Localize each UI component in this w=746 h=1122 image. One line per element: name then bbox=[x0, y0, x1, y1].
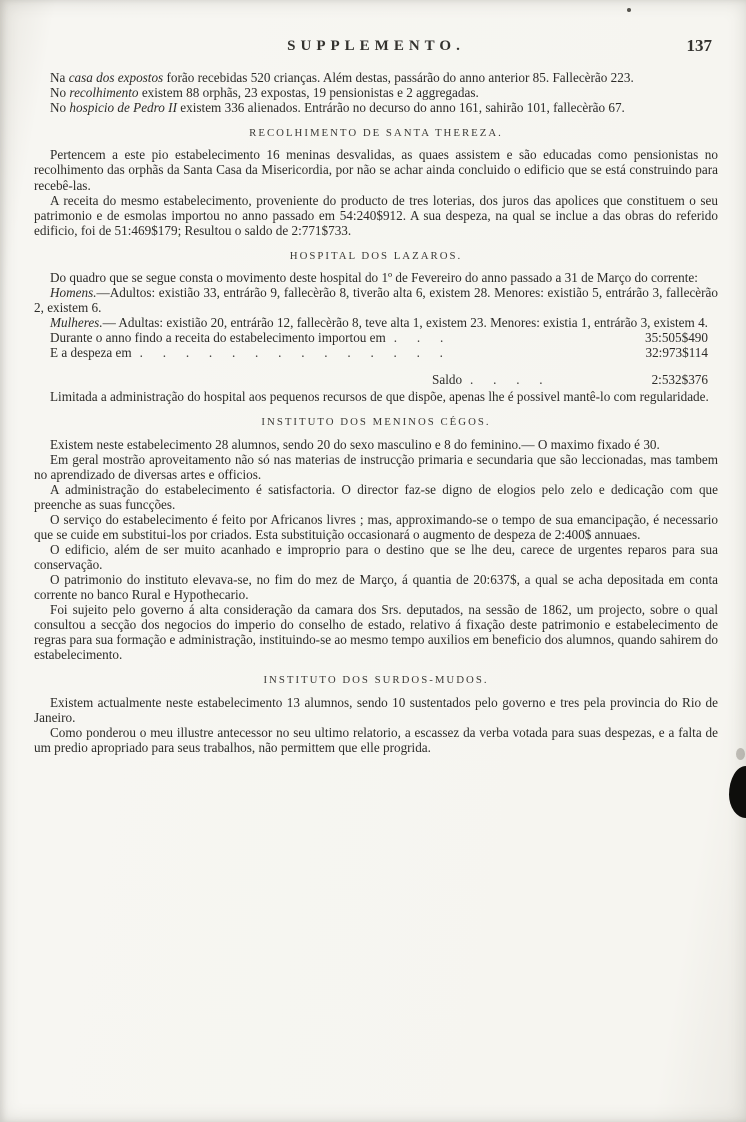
account-label: Saldo bbox=[432, 372, 463, 388]
section-heading-hospital-lazaros: HOSPITAL DOS LAZAROS. bbox=[289, 249, 463, 262]
account-label: E a despeza em bbox=[50, 345, 132, 361]
page-header bbox=[34, 38, 718, 62]
section-heading-meninos-cegos: INSTITUTO DOS MENINOS CÉGOS. bbox=[261, 416, 491, 429]
page-title: SUPPLEMENTO. bbox=[287, 38, 465, 54]
section-heading-santa-thereza: RECOLHIMENTO DE SANTA THEREZA. bbox=[249, 127, 503, 140]
account-amount: 2:532$376 bbox=[651, 372, 708, 388]
paragraph: Como ponderou o meu illustre antecessor no seu ultimo relatorio, a escassez da verba votada para suas despezas, e a falta de um predio apropriado para seus trabalhos, não permittem que elle progrida. bbox=[34, 724, 718, 755]
paragraph: Existem actualmente neste estabelecimento 13 alumnos, sendo 10 sustentados pelo governo e tres pela provincia do Rio de Janeiro. bbox=[34, 694, 718, 725]
paragraph: Mulheres.— Adultas: existião 20, entrárão 12, fallecèrão 8, teve alta 1, existem 23. Menores: existia 1, entrárão 3, existem 4. bbox=[50, 315, 708, 331]
account-row-despeza bbox=[34, 345, 718, 360]
account-dot-leaders: . . . . . . . . . . . . . . bbox=[139, 345, 443, 361]
page-content bbox=[34, 38, 718, 755]
account-amount: 32:973$114 bbox=[645, 345, 708, 361]
paragraph: A receita do mesmo estabelecimento, proveniente do producto de tres loterias, dos juros das apolices que constituem o seu patrimonio e de esmolas importou no anno passado em 54:240$912. A sua despeza, na qual se inclue a das obras do referido edificio, foi de 51:469$179; Resultou o saldo de 2:771$733. bbox=[34, 192, 718, 238]
account-row-receita bbox=[34, 330, 718, 345]
intro-paragraph: No hospicio de Pedro II existem 336 alienados. Entrárão no decurso do anno 161, sahirão 101, fallecèrão 67. bbox=[50, 100, 625, 116]
account-dot-leaders: . . . bbox=[393, 330, 444, 346]
paragraph: Foi sujeito pelo governo á alta consideração da camara dos Srs. deputados, na sessão de 1862, um projecto, sobre o qual consultou a secção dos negocios do imperio do conselho de estado, relativo á fixação deste patrimonio e estabelecimento de regras para sua formação e administração, instituindo-se ao mesmo tempo auxilios em beneficio dos alumnos, quando sahirem do estabelecimento. bbox=[34, 602, 718, 663]
paragraph: Existem neste estabelecimento 28 alumnos, sendo 20 do sexo masculino e 8 do feminino.— O maximo fixado é 30. bbox=[50, 436, 660, 452]
scan-smudge-artifact bbox=[736, 748, 745, 760]
intro-paragraph: Na casa dos expostos forão recebidas 520 crianças. Além destas, passárão do anno anterior 85. Fallecèrão 223. bbox=[50, 70, 634, 85]
body-text bbox=[34, 70, 718, 755]
account-amount: 35:505$490 bbox=[644, 330, 708, 346]
paragraph: O patrimonio do instituto elevava-se, no fim do mez de Março, á quantia de 20:637$, a qual se acha depositada em conta corrente no banco Rural e Hypothecario. bbox=[34, 572, 718, 603]
paragraph: Em geral mostrão aproveitamento não só nas materias de instrucção primaria e secundaria que são leccionadas, mas tambem no aprendizado de diversas artes e officios. bbox=[34, 451, 718, 482]
paragraph: Limitada a administração do hospital aos pequenos recursos de que dispõe, apenas lhe é possivel mantê-lo com regularidade. bbox=[50, 389, 709, 405]
account-label: Durante o anno findo a receita do estabelecimento importou em bbox=[50, 330, 386, 346]
paragraph: Do quadro que se segue consta o movimento deste hospital do 1º de Fevereiro do anno passado a 31 de Março do corrente: bbox=[50, 270, 698, 286]
page-number: 137 bbox=[686, 36, 712, 55]
paragraph: Homens.—Adultos: existião 33, entrárão 9, fallecèrão 8, tiverão alta 6, existem 28. Menores: existião 5, entrárão 3, fallecèrão 2, existem 6. bbox=[34, 285, 718, 316]
section-heading-surdos-mudos: INSTITUTO DOS SURDOS-MUDOS. bbox=[263, 674, 489, 687]
paragraph: Pertencem a este pio estabelecimento 16 meninas desvalidas, as quaes assistem e são educadas como pensionistas no recolhimento das orphãs da Santa Casa da Misericordia, por não se achar ainda concluido o edificio que se está construindo para recebê-las. bbox=[34, 147, 718, 193]
ink-blot-artifact bbox=[729, 766, 746, 818]
paragraph: O edificio, além de ser muito acanhado e improprio para o destino que se lhe deu, carece de urgentes reparos para sua conservação. bbox=[34, 542, 718, 573]
paragraph: O serviço do estabelecimento é feito por Africanos livres ; mas, approximando-se o tempo de sua emancipação, é necessario que se cuide em substitui-los por criados. Esta substituição occasionará o augmento de despeza de 2:400$ annuaes. bbox=[34, 511, 718, 542]
account-row-saldo bbox=[34, 372, 718, 387]
account-dot-leaders: . . . . bbox=[470, 372, 543, 388]
intro-paragraph: No recolhimento existem 88 orphãs, 23 expostas, 19 pensionistas e 2 aggregadas. bbox=[50, 85, 479, 101]
scan-speck-artifact bbox=[627, 8, 631, 12]
paragraph: A administração do estabelecimento é satisfactoria. O director faz-se digno de elogios pelo zelo e dedicação com que preenche as suas funcções. bbox=[34, 481, 718, 512]
